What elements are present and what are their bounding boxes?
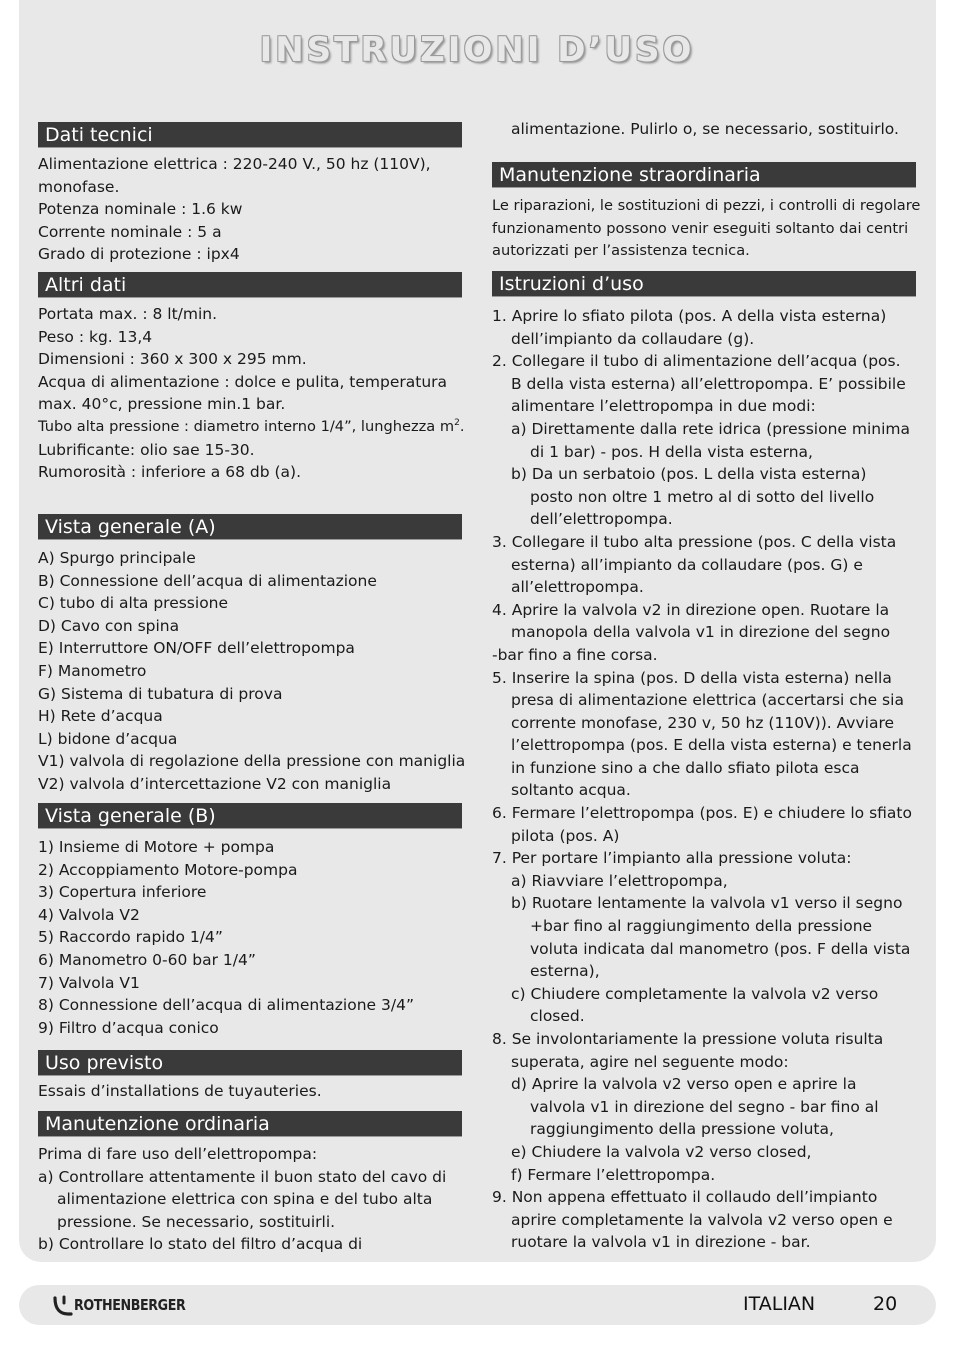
text-line-tubo bbox=[38, 416, 465, 439]
text-line: Essais d’installations de tuyauteries. bbox=[38, 1082, 322, 1100]
text-line: a) Controllare attentamente il buon stato del cavo di bbox=[38, 1167, 447, 1186]
list-item: 8. Se involontariamente la pressione voluta risulta bbox=[492, 1030, 884, 1048]
tubo-superscript: 2 bbox=[454, 418, 460, 429]
list-item: a) Riavviare l’elettropompa, bbox=[511, 871, 728, 890]
page-title: INSTRUZIONI D’USO bbox=[259, 30, 695, 70]
list-item: C) tubo di alta pressione bbox=[38, 594, 229, 613]
list-item: 3. Collegare il tubo alta pressione (pos. C della vista bbox=[492, 532, 897, 551]
list-item: 6) Manometro 0-60 bar 1/4” bbox=[38, 950, 256, 969]
text-line: Alimentazione elettrica : 220-240 V., 50 hz (110V), bbox=[38, 155, 431, 173]
list-item: A) Spurgo principale bbox=[38, 549, 196, 567]
language-label: ITALIAN bbox=[743, 1293, 816, 1315]
list-item: 9. Non appena effettuato il collaudo dell’impianto bbox=[492, 1188, 878, 1207]
list-item: posto non oltre 1 metro al di sotto del livello bbox=[530, 487, 875, 506]
section-header-uso-previsto: Uso previsto bbox=[38, 1050, 462, 1076]
list-item: pilota (pos. A) bbox=[511, 826, 620, 845]
list-item: 1) Insieme di Motore + pompa bbox=[38, 838, 275, 856]
section-header-vista-a: Vista generale (A) bbox=[38, 514, 462, 540]
text-line: autorizzati per l’assistenza tecnica. bbox=[492, 242, 750, 260]
list-item: presa di alimentazione elettrica (accertarsi che sia bbox=[511, 691, 904, 710]
text-line: alimentazione. Pulirlo o, se necessario, sostituirlo. bbox=[511, 120, 899, 138]
list-item: b) Da un serbatoio (pos. L della vista esterna) bbox=[511, 465, 867, 484]
list-item: 5) Raccordo rapido 1/4” bbox=[38, 928, 223, 947]
uso-previsto-text bbox=[38, 1080, 462, 1103]
text-line: Corrente nominale : 5 a bbox=[38, 222, 222, 241]
text-line: b) Controllare lo stato del filtro d’acqua di bbox=[38, 1235, 363, 1254]
text-line: Acqua di alimentazione : dolce e pulita, temperatura bbox=[38, 372, 448, 391]
list-item: all’elettropompa. bbox=[511, 578, 644, 597]
text-line: Lubrificante: olio sae 15-30. bbox=[38, 440, 255, 459]
list-item: dell’impianto da collaudare (g). bbox=[511, 329, 755, 348]
list-item: -bar fino a fine corsa. bbox=[492, 645, 658, 664]
list-item: 6. Fermare l’elettropompa (pos. E) e chiudere lo sfiato bbox=[492, 804, 912, 823]
list-item: E) Interruttore ON/OFF dell’elettropompa bbox=[38, 639, 355, 658]
list-item: f) Fermare l’elettropompa. bbox=[511, 1165, 716, 1184]
list-item: B della vista esterna) all’elettropompa. E’ possibile bbox=[511, 374, 906, 393]
list-item: 4. Aprire la valvola v2 in direzione open. Ruotare la bbox=[492, 600, 890, 619]
list-item: 3) Copertura inferiore bbox=[38, 883, 207, 902]
list-item: F) Manometro bbox=[38, 661, 147, 680]
text-line: pressione. Se necessario, sostituirli. bbox=[57, 1212, 336, 1231]
list-item: ruotare la valvola v1 in direzione - bar. bbox=[511, 1233, 811, 1252]
list-item: D) Cavo con spina bbox=[38, 616, 180, 635]
text-line: funzionamento possono venir eseguiti soltanto dai centri bbox=[492, 219, 909, 237]
list-item: 7. Per portare l’impianto alla pressione voluta: bbox=[492, 849, 852, 868]
section-header-manutenzione-straordinaria: Manutenzione straordinaria bbox=[492, 162, 916, 188]
text-line: Peso : kg. 13,4 bbox=[38, 327, 153, 346]
text-line: monofase. bbox=[38, 177, 120, 196]
list-item: esterna), bbox=[530, 962, 600, 981]
logo-mark-icon bbox=[52, 1295, 74, 1317]
section-header-vista-b: Vista generale (B) bbox=[38, 803, 462, 829]
tubo-text: Tubo alta pressione : diametro interno 1/4”, lunghezza m bbox=[38, 417, 455, 435]
list-item: 2) Accoppiamento Motore-pompa bbox=[38, 860, 298, 879]
text-line: max. 40°c, pressione min.1 bar. bbox=[38, 395, 286, 414]
list-item: 1. Aprire lo sfiato pilota (pos. A della vista esterna) bbox=[492, 307, 887, 325]
list-item: H) Rete d’acqua bbox=[38, 707, 163, 726]
text-line: Potenza nominale : 1.6 kw bbox=[38, 200, 243, 219]
list-item: voluta indicata dal manometro (pos. F della vista bbox=[530, 939, 911, 958]
list-item: aprire completamente la valvola v2 verso open e bbox=[511, 1210, 893, 1229]
list-item: esterna) all’impianto da collaudare (pos. G) e bbox=[511, 555, 863, 574]
text-line: Le riparazioni, le sostituzioni di pezzi, i controlli di regolare bbox=[492, 197, 921, 214]
list-item: manopola della valvola v1 in direzione del segno bbox=[511, 623, 891, 642]
text-line: Grado di protezione : ipx4 bbox=[38, 245, 240, 264]
list-item: di 1 bar) - pos. H della vista esterna, bbox=[530, 442, 813, 461]
list-item: in funzione sino a che dallo sfiato pilota esca bbox=[511, 758, 860, 777]
text-line: Rumorosità : inferiore a 68 db (a). bbox=[38, 463, 302, 482]
section-header-altri-dati: Altri dati bbox=[38, 272, 462, 298]
list-item: 7) Valvola V1 bbox=[38, 973, 140, 992]
istruzioni-uso-list bbox=[492, 305, 916, 1254]
footer-bar bbox=[19, 1285, 936, 1325]
logo-text: ROTHENBERGER bbox=[74, 1296, 186, 1314]
list-item: superata, agire nel seguente modo: bbox=[511, 1052, 789, 1071]
list-item: c) Chiudere completamente la valvola v2 verso bbox=[511, 984, 879, 1003]
text-line: Portata max. : 8 lt/min. bbox=[38, 305, 218, 323]
section-header-dati-tecnici: Dati tecnici bbox=[38, 122, 462, 148]
dati-tecnici-text bbox=[38, 153, 462, 266]
manutenzione-ordinaria-text bbox=[38, 1143, 462, 1256]
list-item: soltanto acqua. bbox=[511, 781, 631, 800]
tubo-end: . bbox=[459, 417, 465, 435]
list-item: e) Chiudere la valvola v2 verso closed, bbox=[511, 1142, 812, 1161]
vista-b-list bbox=[38, 836, 462, 1039]
list-item: 8) Connessione dell’acqua di alimentazione 3/4” bbox=[38, 996, 414, 1015]
list-item: 2. Collegare il tubo di alimentazione dell’acqua (pos. bbox=[492, 352, 901, 371]
list-item: raggiungimento della pressione voluta, bbox=[530, 1120, 834, 1139]
list-item: +bar fino al raggiungimento della pressione bbox=[530, 917, 873, 936]
section-header-manutenzione-ordinaria: Manutenzione ordinaria bbox=[38, 1111, 462, 1137]
continued-text bbox=[492, 118, 916, 141]
list-item: V2) valvola d’intercettazione V2 con maniglia bbox=[38, 774, 392, 793]
rothenberger-logo bbox=[52, 1295, 186, 1317]
text-line: Dimensioni : 360 x 300 x 295 mm. bbox=[38, 350, 307, 369]
list-item: 4) Valvola V2 bbox=[38, 905, 140, 924]
list-item: a) Direttamente dalla rete idrica (pressione minima bbox=[511, 419, 911, 438]
list-item: G) Sistema di tubatura di prova bbox=[38, 684, 283, 703]
list-item: alimentare l’elettropompa in due modi: bbox=[511, 397, 816, 416]
altri-dati-text bbox=[38, 303, 465, 484]
text-line: alimentazione elettrica con spina e del tubo alta bbox=[57, 1190, 433, 1209]
page-number: 20 bbox=[873, 1293, 898, 1315]
list-item: d) Aprire la valvola v2 verso open e aprire la bbox=[511, 1075, 857, 1094]
vista-a-list bbox=[38, 547, 466, 796]
list-item: 9) Filtro d’acqua conico bbox=[38, 1018, 219, 1037]
section-header-istruzioni-uso: Istruzioni d’uso bbox=[492, 271, 916, 297]
list-item: b) Ruotare lentamente la valvola v1 verso il segno bbox=[511, 894, 903, 913]
manutenzione-straordinaria-text bbox=[492, 195, 921, 263]
list-item: L) bidone d’acqua bbox=[38, 729, 178, 748]
list-item: V1) valvola di regolazione della pressione con maniglia bbox=[38, 752, 466, 771]
list-item: l’elettropompa (pos. E della vista esterna) e tenerla bbox=[511, 736, 912, 755]
list-item: corrente monofase, 230 v, 50 hz (110V)). Avviare bbox=[511, 713, 895, 732]
list-item: valvola v1 in direzione del segno - bar fino al bbox=[530, 1097, 879, 1116]
text-line: Prima di fare uso dell’elettropompa: bbox=[38, 1145, 318, 1163]
list-item: dell’elettropompa. bbox=[530, 510, 673, 529]
list-item: closed. bbox=[530, 1007, 585, 1026]
list-item: 5. Inserire la spina (pos. D della vista esterna) nella bbox=[492, 668, 892, 687]
list-item: B) Connessione dell’acqua di alimentazione bbox=[38, 571, 377, 590]
